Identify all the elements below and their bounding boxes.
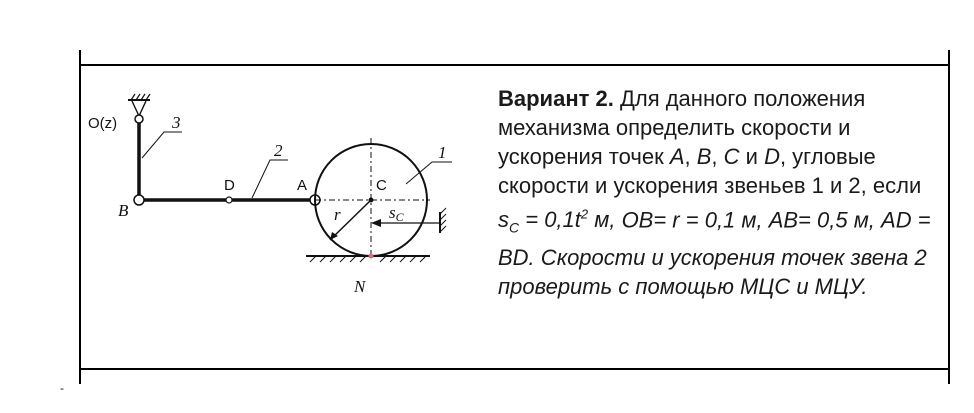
label-sc: sC: [389, 203, 404, 224]
frame-right-border: [948, 64, 950, 370]
label-link-3: 3: [172, 113, 181, 132]
frame-left-border: [79, 64, 81, 370]
pivot-support: [128, 94, 150, 116]
ground: [306, 256, 430, 262]
mechanism-diagram: [84, 80, 464, 300]
frame-left-tick-bottom: [79, 370, 81, 384]
label-point-a: A: [297, 177, 308, 194]
leader-1: [406, 162, 452, 184]
wall-support: [440, 208, 446, 233]
label-radius: r: [334, 205, 341, 224]
point-c-ref: C: [723, 144, 740, 169]
frame-right-tick-top: [948, 50, 950, 64]
frame-left-tick-top: [79, 50, 81, 64]
point-d-ref: D: [764, 144, 780, 169]
variant-heading: Вариант 2.: [498, 86, 614, 111]
dimensions-text: OB= r = 0,1 м, AB= 0,5 м, AD = BD.: [498, 207, 931, 270]
point-a-ref: A: [669, 144, 685, 169]
label-contact-n: N: [354, 277, 366, 296]
label-pivot: O(z): [88, 115, 118, 132]
label-point-b: B: [118, 201, 129, 220]
joint-d: [226, 197, 232, 203]
comma-1: ,: [684, 144, 697, 169]
check-instruction: Скорости и ускорения точек звена 2 проверить с помощью МЦС и МЦУ.: [498, 244, 927, 299]
task-part-2: , угловые скорости и ускорения звеньев 1 и 2, если: [498, 144, 922, 198]
joint-o: [135, 115, 143, 123]
contact-point-n: [369, 254, 374, 259]
label-link-2: 2: [274, 141, 283, 160]
frame-right-tick-bottom: [948, 370, 950, 384]
joint-b: [134, 195, 144, 205]
task-statement: [498, 84, 938, 301]
label-point-d: D: [224, 177, 235, 194]
sc-equation: $s_C = 0,1t^2$ м,: [498, 207, 616, 236]
task-part-1: Для данного положения механизма определить скорости и ускорения точек: [498, 86, 866, 169]
comma-2: ,: [711, 144, 724, 169]
label-point-c: C: [376, 177, 387, 194]
leader-2: [252, 160, 288, 198]
frame-bottom-border: [79, 368, 950, 370]
stray-mark: -: [60, 381, 64, 395]
frame-top-border: [79, 64, 950, 66]
sc-arrowhead: [371, 219, 381, 227]
conj-and: и: [739, 144, 765, 169]
leader-3: [142, 132, 182, 158]
label-link-1: 1: [438, 143, 447, 162]
point-b-ref: B: [696, 144, 712, 169]
